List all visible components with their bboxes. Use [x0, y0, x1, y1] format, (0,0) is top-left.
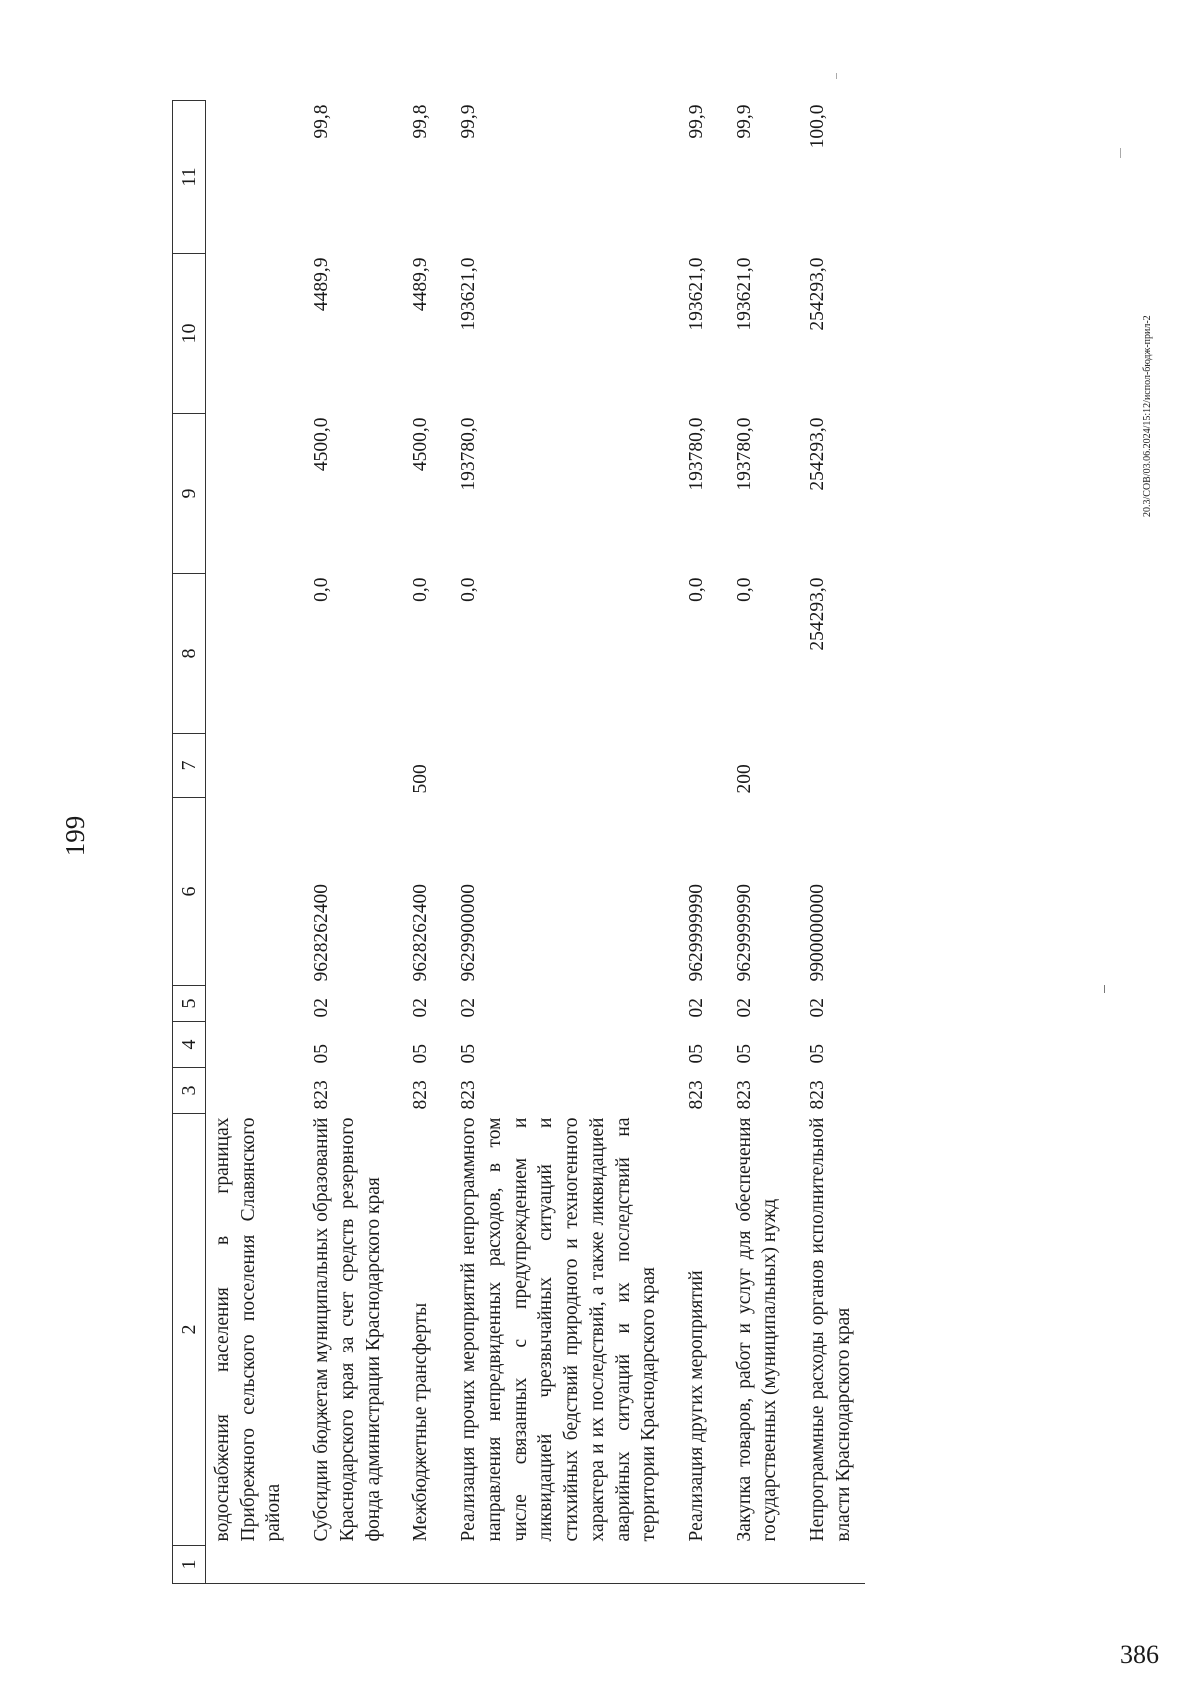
col-header-10: 10: [173, 254, 206, 414]
cell-expense-type: 200: [733, 764, 755, 794]
col-header-5: 5: [173, 986, 206, 1022]
cell-expense-type: [442, 734, 670, 798]
col-header-7: 7: [173, 734, 206, 798]
scan-mark: [1104, 985, 1105, 993]
cell-target-article: [206, 798, 296, 986]
cell-col1: [394, 1546, 442, 1584]
cell-col9: 4500,0: [311, 417, 333, 472]
cell-ministry: 823: [807, 1080, 829, 1110]
cell-col11: 99,9: [733, 104, 755, 139]
cell-col10: 254293,0: [807, 257, 829, 331]
cell-col9: 193780,0: [458, 417, 480, 491]
cell-subsection: 02: [458, 998, 480, 1018]
scan-mark: [1120, 148, 1121, 158]
cell-target-article: 9629900000: [458, 884, 480, 982]
cell-col9: 193780,0: [686, 417, 708, 491]
cell-target-article: 9900000000: [807, 884, 829, 982]
cell-ministry: 823: [410, 1080, 432, 1110]
table-row: [295, 101, 394, 1584]
cell-subsection: 02: [686, 998, 708, 1018]
cell-subsection: [206, 986, 296, 1022]
col-header-2: 2: [173, 1114, 206, 1546]
cell-col11: 99,8: [410, 104, 432, 139]
col-header-6: 6: [173, 798, 206, 986]
cell-expense-type: [670, 734, 718, 798]
cell-ministry: 823: [733, 1080, 755, 1110]
cell-col1: [670, 1546, 718, 1584]
cell-col1: [718, 1546, 791, 1584]
cell-col11: [206, 101, 296, 254]
cell-col8: 0,0: [410, 577, 432, 602]
cell-col8: 0,0: [458, 577, 480, 602]
cell-description: Межбюджетные трансферты: [410, 1302, 432, 1542]
document-code: 20.3/СОВ/03.06.2024/15:12/испол-бюдж-прил-2: [1142, 315, 1153, 517]
cell-target-article: 9628262400: [410, 884, 432, 982]
cell-col10: 4489,9: [410, 257, 432, 312]
cell-target-article: 9629999990: [733, 884, 755, 982]
cell-col9: [206, 414, 296, 574]
cell-col8: 0,0: [311, 577, 333, 602]
cell-expense-type: [791, 734, 864, 798]
cell-description: Закупка товаров, работ и услуг для обеспечения государственных (муниципальных) нужд: [733, 1117, 781, 1542]
budget-table: [172, 100, 865, 1584]
cell-section: 05: [686, 1044, 708, 1064]
cell-target-article: 9629999990: [686, 884, 708, 982]
cell-col10: 193621,0: [686, 257, 708, 331]
cell-ministry: 823: [458, 1080, 480, 1110]
cell-ministry: 823: [311, 1080, 333, 1110]
cell-col8: 0,0: [686, 577, 708, 602]
col-header-9: 9: [173, 414, 206, 574]
cell-col10: [206, 254, 296, 414]
cell-section: 05: [458, 1044, 480, 1064]
col-header-3: 3: [173, 1068, 206, 1114]
cell-col11: 100,0: [807, 104, 829, 149]
cell-col10: 193621,0: [458, 257, 480, 331]
cell-col8: [206, 574, 296, 734]
cell-col9: 193780,0: [733, 417, 755, 491]
table-row: [206, 101, 296, 1584]
cell-expense-type: 500: [410, 764, 432, 794]
table-row: [718, 101, 791, 1584]
table-row: [791, 101, 864, 1584]
cell-section: 05: [311, 1044, 333, 1064]
header-row: [173, 101, 206, 1584]
table-row: [442, 101, 670, 1584]
cell-col9: 254293,0: [807, 417, 829, 491]
col-header-8: 8: [173, 574, 206, 734]
cell-subsection: 02: [733, 998, 755, 1018]
page-number: 199: [60, 815, 90, 857]
cell-col11: 99,9: [686, 104, 708, 139]
cell-section: 05: [410, 1044, 432, 1064]
cell-col10: 4489,9: [311, 257, 333, 312]
cell-description: Реализация прочих мероприятий непрограммного направления непредвиденных расходов, в том числе связанных с предупреждением и ликвидацией чрезвычайных ситуаций и стихийных бедствий природного и техногенного характера и их последствий, а также ликвидацией аварийных ситуаций и их последствий на территории Краснодарского края: [458, 1117, 660, 1542]
cell-description: водоснабжения населения в границах Прибрежного сельского поселения Славянского района: [212, 1117, 285, 1542]
cell-description: Реализация других мероприятий: [686, 1270, 708, 1542]
cell-col8: 254293,0: [807, 577, 829, 651]
cell-section: [206, 1022, 296, 1068]
cell-target-article: 9628262400: [311, 884, 333, 982]
table-row: [670, 101, 718, 1584]
cell-description: Непрограммные расходы органов исполнительной власти Краснодарского края: [807, 1117, 854, 1542]
cell-description: Субсидии бюджетам муниципальных образований Краснодарского края за счет средств резервного фонда администрации Краснодарского края: [311, 1117, 384, 1542]
cell-subsection: 02: [807, 998, 829, 1018]
cell-subsection: 02: [410, 998, 432, 1018]
cell-col1: [791, 1546, 864, 1584]
cell-section: 05: [807, 1044, 829, 1064]
cell-ministry: [206, 1068, 296, 1114]
col-header-11: 11: [173, 101, 206, 254]
col-header-4: 4: [173, 1022, 206, 1068]
cell-col10: 193621,0: [733, 257, 755, 331]
footer-page-number: 386: [1120, 1640, 1159, 1669]
cell-col1: [442, 1546, 670, 1584]
cell-expense-type: [295, 734, 394, 798]
cell-col9: 4500,0: [410, 417, 432, 472]
cell-col8: 0,0: [733, 577, 755, 602]
table-row: [394, 101, 442, 1584]
cell-col11: 99,9: [458, 104, 480, 139]
cell-expense-type: [206, 734, 296, 798]
cell-section: 05: [733, 1044, 755, 1064]
col-header-1: 1: [173, 1546, 206, 1584]
cell-col1: [206, 1546, 296, 1584]
cell-col1: [295, 1546, 394, 1584]
cell-col11: 99,8: [311, 104, 333, 139]
cell-ministry: 823: [686, 1080, 708, 1110]
scan-mark: [836, 73, 837, 79]
cell-subsection: 02: [311, 998, 333, 1018]
